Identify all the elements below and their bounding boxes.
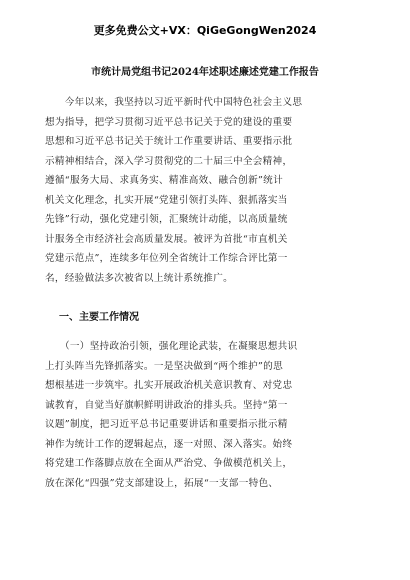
document-title: 市统计局党组书记2024年述职述廉述党建工作报告 [91,67,319,78]
paragraph-line: 神作为统计工作的逻辑起点，逐一对照、深入落实。始终 [45,438,293,450]
paragraph-line: 计服务全市经济社会高质量发展。被评为首批“市直机关 [45,233,288,245]
paragraph-line: 将党建工作落脚点放在全面从严治党、争做模范机关上， [45,458,293,469]
paragraph-line: 先锋”行动，强化党建引领，汇聚统计动能，以高质量统 [45,214,288,225]
paragraph-line: 党建示范点”，连续多年位列全省统计工作综合评比第一 [45,253,288,264]
paragraph-line: 诚教育，自觉当好旗帜鲜明讲政治的排头兵。坚持“第一 [45,399,288,411]
paragraph-line: 想为指导，把学习贯彻习近平总书记关于党的建设的重要 [45,116,293,128]
paragraph-line: 遵循“服务大局、求真务实、精准高效、融合创新”统计 [45,175,283,186]
paragraph-line: 示精神相结合，深入学习贯彻党的二十届三中全会精神， [45,155,293,167]
section-heading: 一、主要工作情况 [59,312,139,323]
paragraph-line: 思想和习近平总书记关于统计工作重要讲话、重要指示批 [45,136,293,147]
paragraph-line: 想根基进一步筑牢。扎实开展政治机关意识教育、对党忠 [45,380,293,391]
paragraph-line: 今年以来，我坚持以习近平新时代中国特色社会主义思 [45,97,303,108]
paragraph-line: 机关文化理念，扎实开展“党建引领打头阵、狠抓落实当 [45,194,288,206]
paragraph-line: 放在深化“四强”党支部建设上，拓展“一支部一特色、 [45,477,279,489]
intro-paragraph [45,93,363,288]
promo-banner: 更多免费公文+VX：QiGeGongWen2024 [93,24,317,37]
paragraph-line: （一）坚持政治引领，强化理论武装，在凝聚思想共识 [45,341,298,352]
paragraph-line: 名，经验做法多次被省以上统计系统推广。 [45,272,233,284]
paragraph-line: 议题”制度，把习近平总书记重要讲话和重要指示批示精 [45,419,288,430]
paragraph-line: 上打头阵当先锋抓落实。一是坚决做到“两个维护”的思 [45,360,283,372]
section-paragraph [45,337,363,493]
